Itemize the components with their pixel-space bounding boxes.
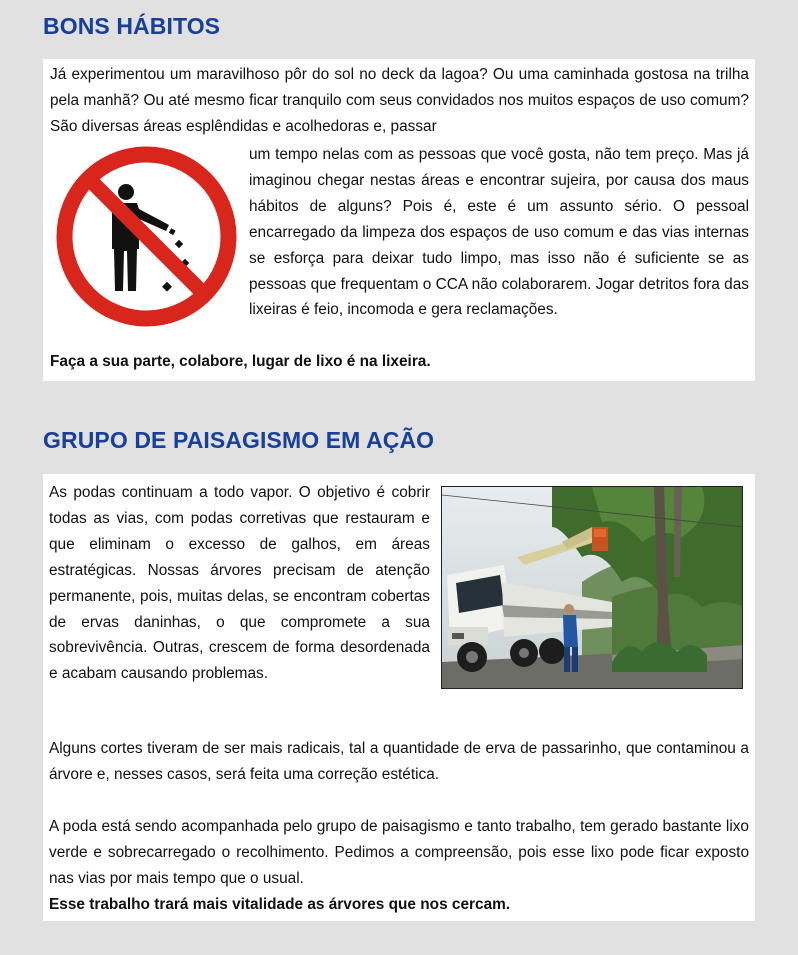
paisagismo-card <box>43 474 755 921</box>
bons-habitos-intro-text: Já experimentou um maravilhoso pôr do sol no deck da lagoa? Ou uma caminhada gostosa na trilha pela manhã? Ou até mesmo ficar tranquilo com seus convidados nos muitos espaços de uso comum? São diversas áreas esplêndidas e acolhedoras e, passar <box>50 66 749 135</box>
bons-habitos-card <box>43 59 755 381</box>
paisagismo-paragraph-3: A poda está sendo acompanhada pelo grupo de paisagismo e tanto trabalho, tem gerado bastante lixo verde e sobrecarregado o recolhimento. Pedimos a compreensão, pois esse lixo pode ficar exposto nas vias por mais tempo que o usual. <box>49 818 749 887</box>
section-title-paisagismo: GRUPO DE PAISAGISMO EM AÇÃO <box>43 427 435 453</box>
tree-pruning-truck-photo <box>441 486 743 689</box>
section-title-bons-habitos: BONS HÁBITOS <box>43 13 221 39</box>
paisagismo-paragraph-1: As podas continuam a todo vapor. O objetivo é cobrir todas as vias, com podas corretivas que restauram e que eliminam o excesso de galhos, em áreas estratégicas. Nossas árvores precisam de atenção permanente, pois, muitas delas, se encontram cobertas de ervas daninhas, o que compromete a sua sobrevivência. Outras, crescem de forma desordenada e acabam causando problemas. <box>49 484 430 683</box>
bons-habitos-closing: Faça a sua parte, colabore, lugar de lixo é na lixeira. <box>50 353 431 370</box>
paisagismo-closing: Esse trabalho trará mais vitalidade as árvores que nos cercam. <box>49 896 511 913</box>
paisagismo-paragraph-2: Alguns cortes tiveram de ser mais radicais, tal a quantidade de erva de passarinho, que contaminou a árvore e, nesses casos, será feita uma correção estética. <box>49 740 749 783</box>
bons-habitos-body-text: um tempo nelas com as pessoas que você gosta, não tem preço. Mas já imaginou chegar nestas áreas e encontrar sujeira, por causa dos maus hábitos de alguns? Pois é, este é um assunto sério. O pessoal encarregado da limpeza dos espaços de uso comum e das vias internas se esforça para deixar tudo limpo, mas isso não é suficiente se as pessoas que frequentam o CCA não colaborarem. Jogar detritos fora das lixeiras é feio, incomoda e gera reclamações. <box>249 146 749 319</box>
no-littering-icon <box>55 145 238 328</box>
